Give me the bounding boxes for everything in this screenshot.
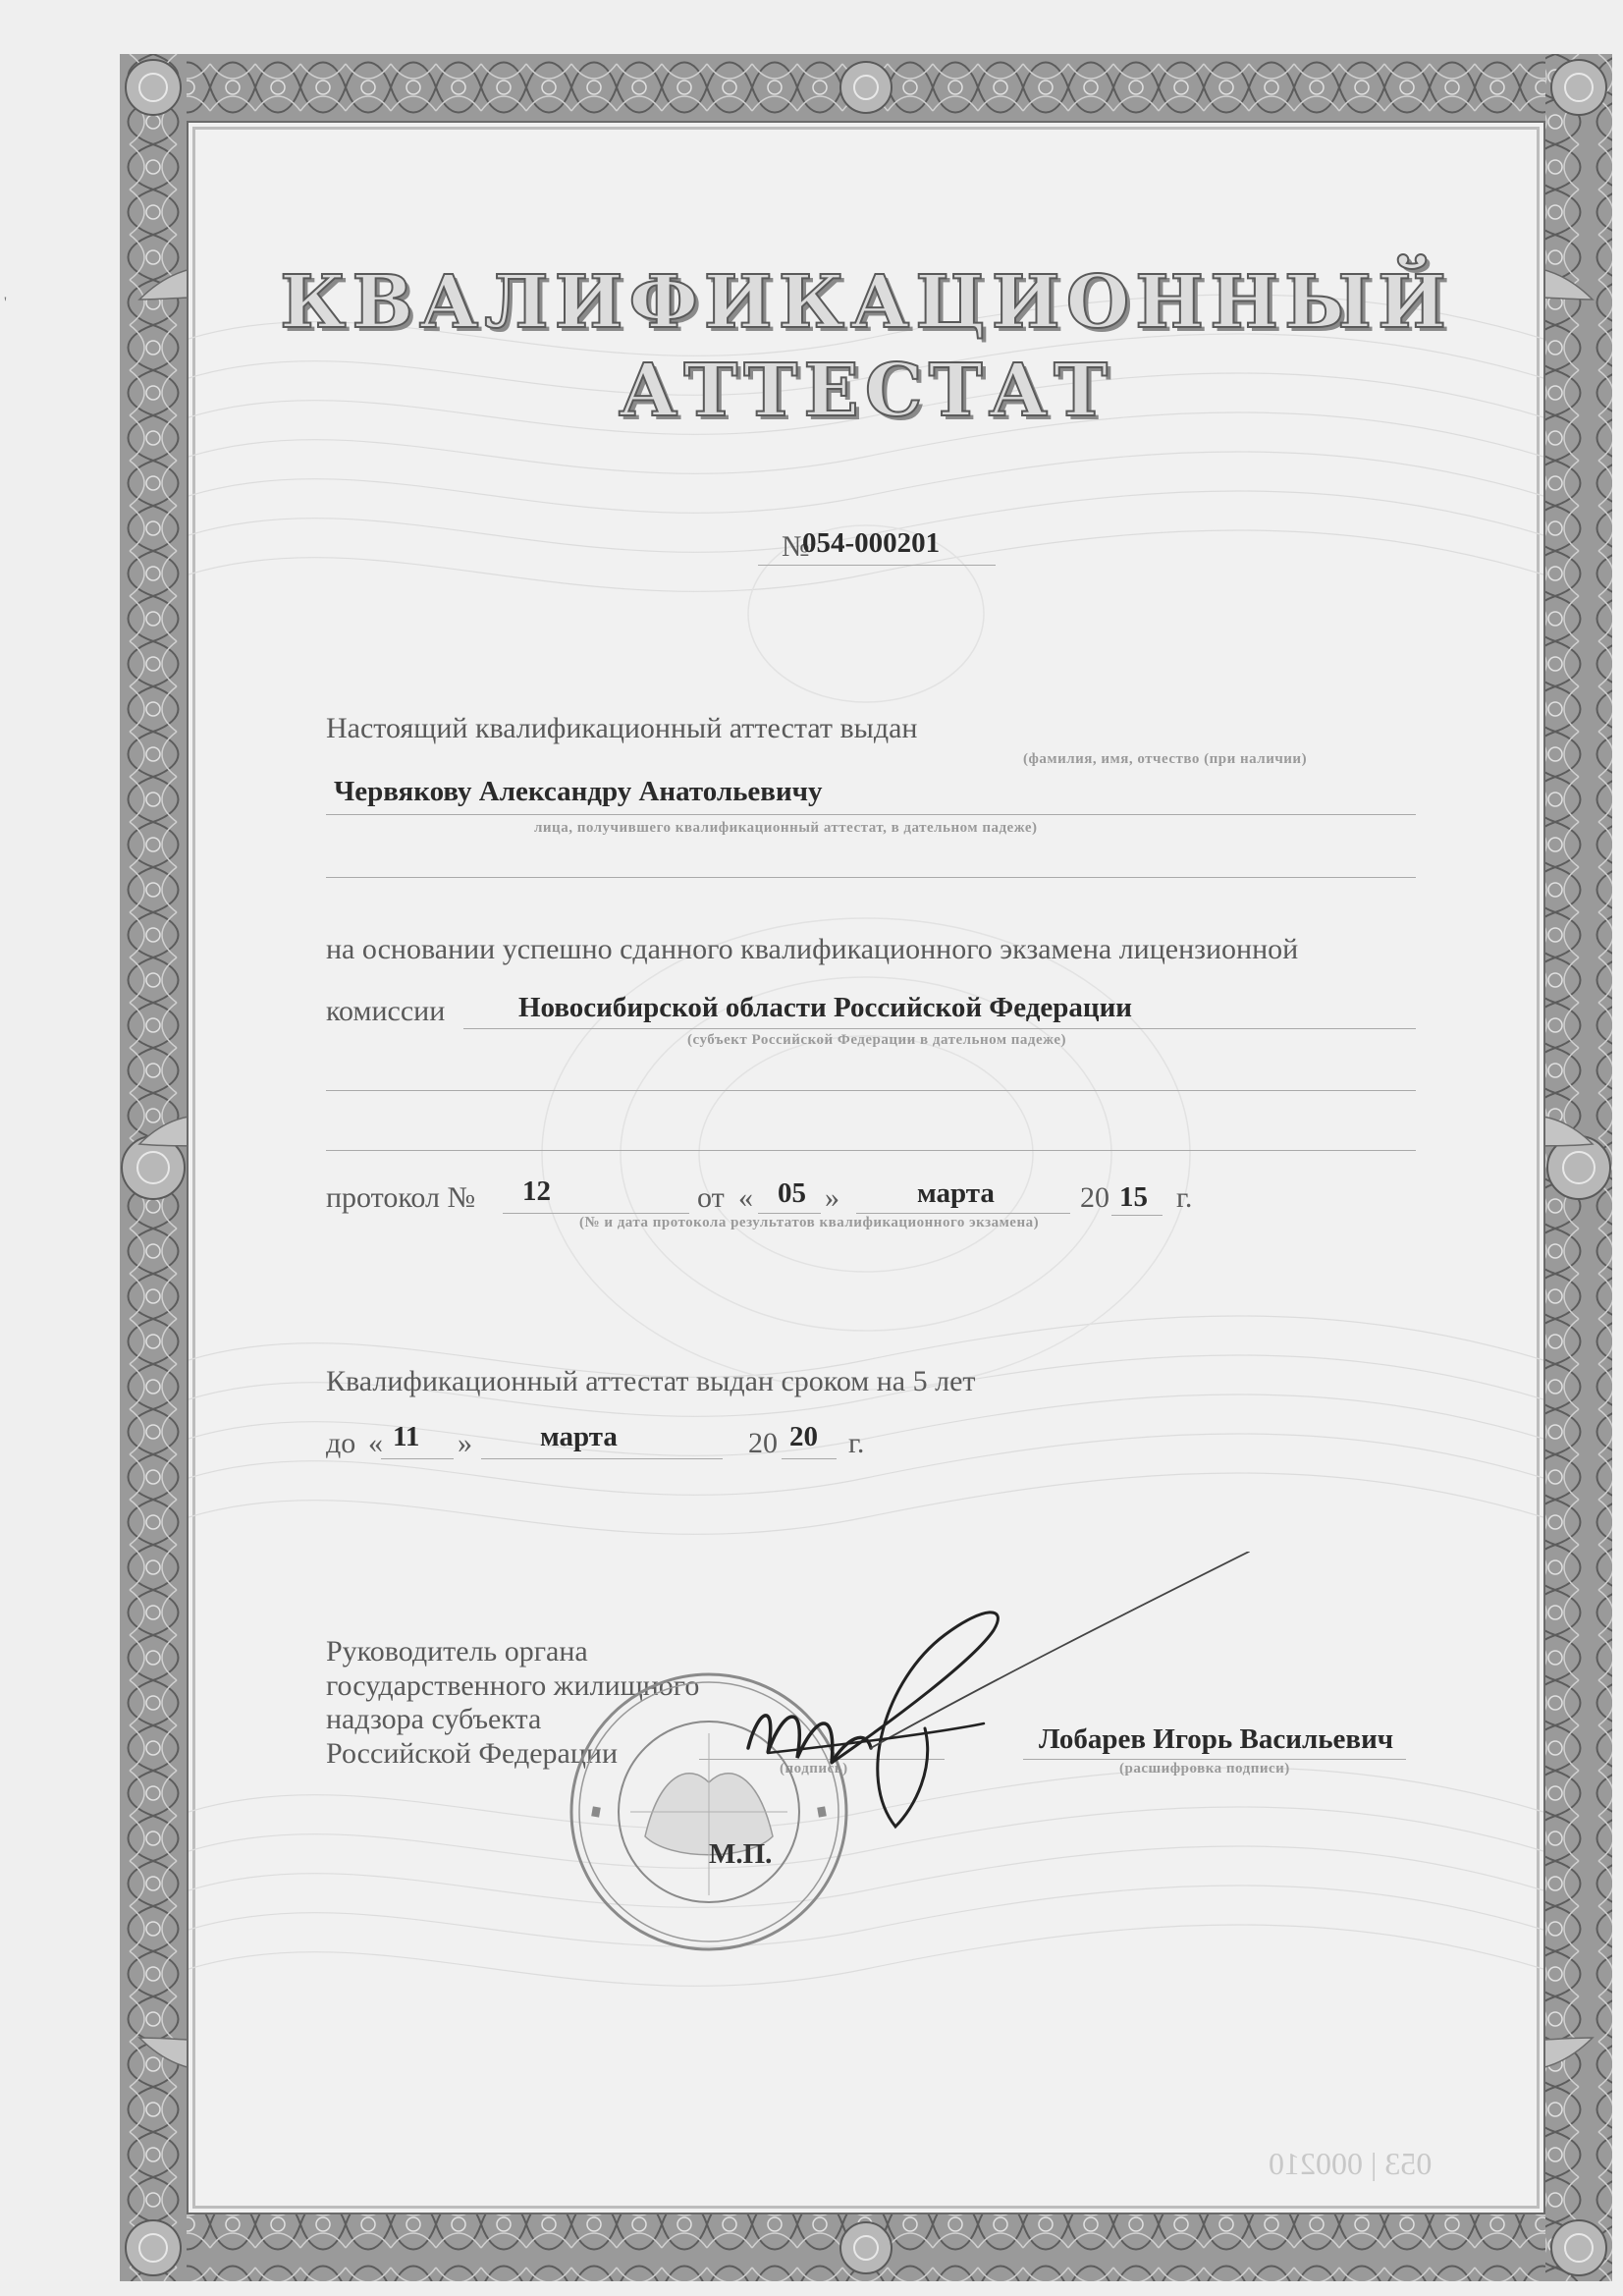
certificate-sheet xyxy=(120,54,1612,2281)
protocol-month-underline xyxy=(856,1213,1070,1214)
back-serial-bleed: 053 | 000210 xyxy=(1269,2146,1433,2181)
signatory-name: Лобарев Игорь Васильевич xyxy=(1039,1723,1394,1755)
protocol-label: протокол № xyxy=(326,1181,476,1214)
validity-quote-close: » xyxy=(458,1427,472,1459)
protocol-quote-close: » xyxy=(825,1181,839,1214)
commission-value: Новосибирской области Российской Федерации xyxy=(518,992,1133,1023)
scan-mark: ' xyxy=(4,295,7,311)
certificate-body xyxy=(187,121,1545,2214)
protocol-number: 12 xyxy=(522,1175,551,1207)
basis-label: на основании успешно сданного квалификационного экзамена лицензионной xyxy=(326,933,1299,965)
signatory-name-hint: (расшифровка подписи) xyxy=(1119,1761,1290,1777)
protocol-year-underline xyxy=(1111,1215,1163,1216)
validity-month-underline xyxy=(481,1458,723,1459)
validity-day: 11 xyxy=(393,1421,420,1452)
signature-hint: (подпись) xyxy=(780,1761,848,1777)
protocol-hint: (№ и дата протокола результатов квалификационного экзамена) xyxy=(579,1215,1040,1230)
commission-underline xyxy=(463,1028,1416,1029)
validity-label: Квалификационный аттестат выдан сроком на 5 лет xyxy=(326,1365,976,1397)
holder-name: Червякову Александру Анатольевичу xyxy=(334,776,823,807)
commission-hint: (субъект Российской Федерации в дательном падеже) xyxy=(687,1032,1067,1048)
protocol-year-suffix: 15 xyxy=(1119,1181,1148,1213)
issued-hint-bottom: лица, получившего квалификационный аттестат, в дательном падеже) xyxy=(534,820,1038,836)
blank-line-1 xyxy=(326,877,1416,878)
holder-name-underline xyxy=(326,814,1416,815)
number-underline xyxy=(758,565,996,566)
issued-label: Настоящий квалификационный аттестат выдан xyxy=(326,712,918,744)
validity-month: марта xyxy=(540,1421,618,1452)
commission-label: комиссии xyxy=(326,995,446,1027)
validity-until: до xyxy=(326,1427,356,1459)
validity-year-unit: г. xyxy=(848,1427,865,1459)
signatory-line-3: надзора субъекта xyxy=(326,1703,542,1735)
validity-year-underline xyxy=(782,1458,837,1459)
protocol-month: марта xyxy=(917,1177,995,1209)
number-prefix: № xyxy=(782,530,810,563)
handwritten-signature xyxy=(738,1552,1269,1846)
blank-line-2 xyxy=(326,1090,1416,1091)
certificate-number: 054-000201 xyxy=(802,527,941,559)
blank-line-3 xyxy=(326,1150,1416,1151)
issued-hint-top: (фамилия, имя, отчество (при наличии) xyxy=(1023,751,1308,767)
protocol-day: 05 xyxy=(778,1177,806,1209)
signatory-line-1: Руководитель органа xyxy=(326,1635,588,1667)
protocol-year-prefix: 20 xyxy=(1080,1181,1109,1214)
title-line-2: АТТЕСТАТ xyxy=(618,349,1114,433)
protocol-day-underline xyxy=(758,1213,821,1214)
protocol-from: от xyxy=(697,1181,725,1214)
protocol-number-underline xyxy=(503,1213,689,1214)
signatory-line-4: Российской Федерации xyxy=(326,1736,619,1770)
validity-quote-open: « xyxy=(368,1427,383,1459)
title-line-1: КВАЛИФИКАЦИОННЫЙ xyxy=(280,260,1452,345)
protocol-year-unit: г. xyxy=(1176,1181,1193,1214)
background-guilloche xyxy=(189,123,1543,2213)
signatory-line-2: государственного жилищного xyxy=(326,1668,700,1702)
validity-day-underline xyxy=(381,1458,454,1459)
protocol-quote-open: « xyxy=(738,1181,753,1214)
seal-label: М.П. xyxy=(709,1838,773,1870)
validity-year-suffix: 20 xyxy=(789,1421,818,1452)
validity-year-prefix: 20 xyxy=(748,1427,778,1459)
